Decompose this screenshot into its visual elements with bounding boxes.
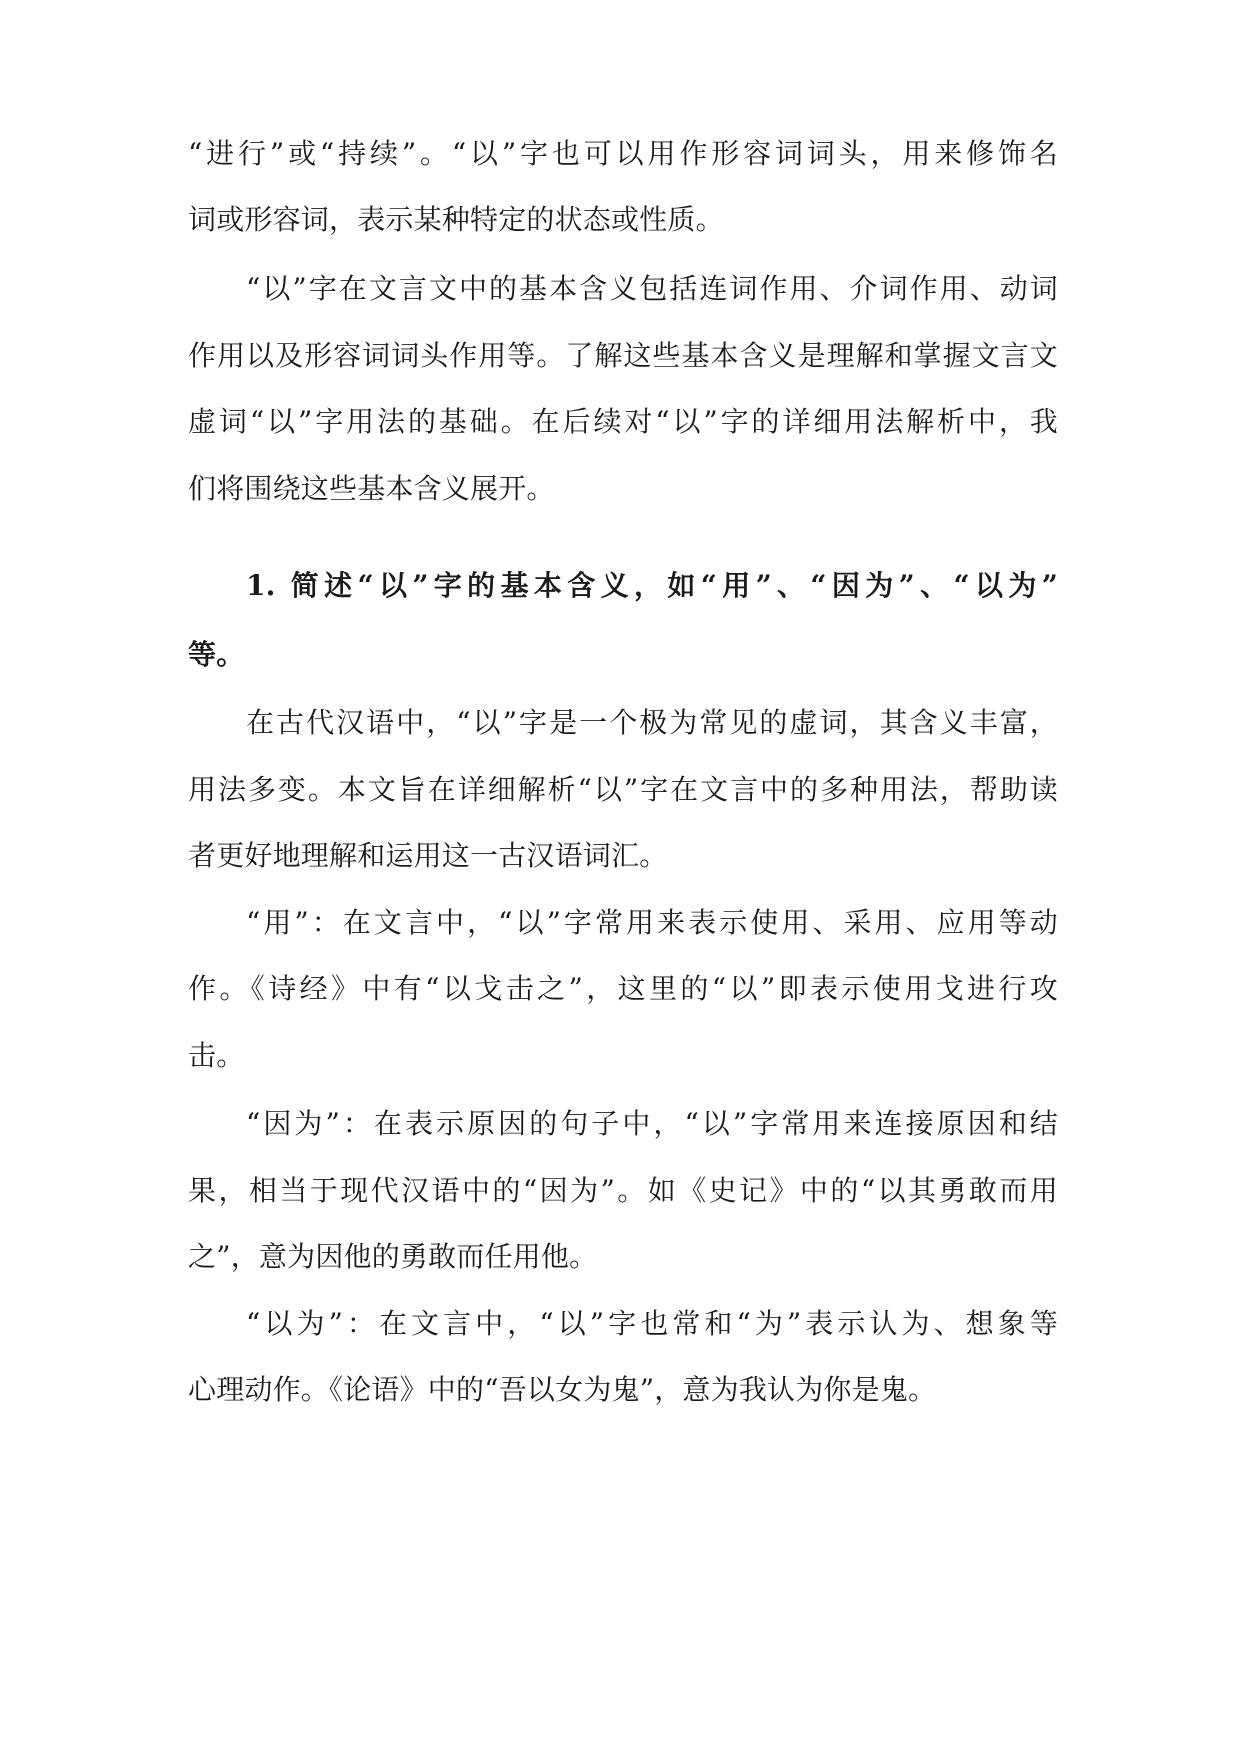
section-heading: 1. 简述“以”字的基本含义，如“用”、“因为”、“以为” bbox=[246, 569, 1058, 602]
paragraph-line: 在古代汉语中，“以”字是一个极为常见的虚词，其含义丰富， bbox=[246, 706, 1058, 739]
paragraph-line: 者更好地理解和运用这一古汉语词汇。 bbox=[188, 839, 668, 872]
paragraph-line: “进行”或“持续”。“以”字也可以用作形容词词头，用来修饰名 bbox=[188, 137, 1058, 170]
paragraph-line: 作用以及形容词词头作用等。了解这些基本含义是理解和掌握文言文 bbox=[188, 339, 1058, 372]
paragraph-line: 作。《诗经》中有“以戈击之”，这里的“以”即表示使用戈进行攻 bbox=[188, 972, 1058, 1005]
section-heading: 等。 bbox=[188, 638, 245, 671]
paragraph-line: “因为”：在表示原因的句子中，“以”字常用来连接原因和结 bbox=[246, 1107, 1058, 1140]
paragraph-line: 之”，意为因他的勇敢而任用他。 bbox=[188, 1240, 598, 1273]
paragraph-line: 用法多变。本文旨在详细解析“以”字在文言中的多种用法，帮助读 bbox=[188, 773, 1058, 806]
paragraph-line: “以”字在文言文中的基本含义包括连词作用、介词作用、动词 bbox=[246, 272, 1058, 305]
paragraph-line: 词或形容词，表示某种特定的状态或性质。 bbox=[188, 203, 724, 236]
paragraph-line: 们将围绕这些基本含义展开。 bbox=[188, 472, 555, 505]
paragraph-line: “用”：在文言中，“以”字常用来表示使用、采用、应用等动 bbox=[246, 906, 1058, 939]
paragraph-line: 心理动作。《论语》中的“吾以女为鬼”，意为我认为你是鬼。 bbox=[188, 1373, 937, 1406]
paragraph-line: 虚词“以”字用法的基础。在后续对“以”字的详细用法解析中，我 bbox=[188, 405, 1058, 438]
paragraph-line: 果，相当于现代汉语中的“因为”。如《史记》中的“以其勇敢而用 bbox=[188, 1174, 1058, 1207]
paragraph-line: 击。 bbox=[188, 1039, 245, 1072]
paragraph-line: “以为”：在文言中，“以”字也常和“为”表示认为、想象等 bbox=[246, 1307, 1058, 1340]
